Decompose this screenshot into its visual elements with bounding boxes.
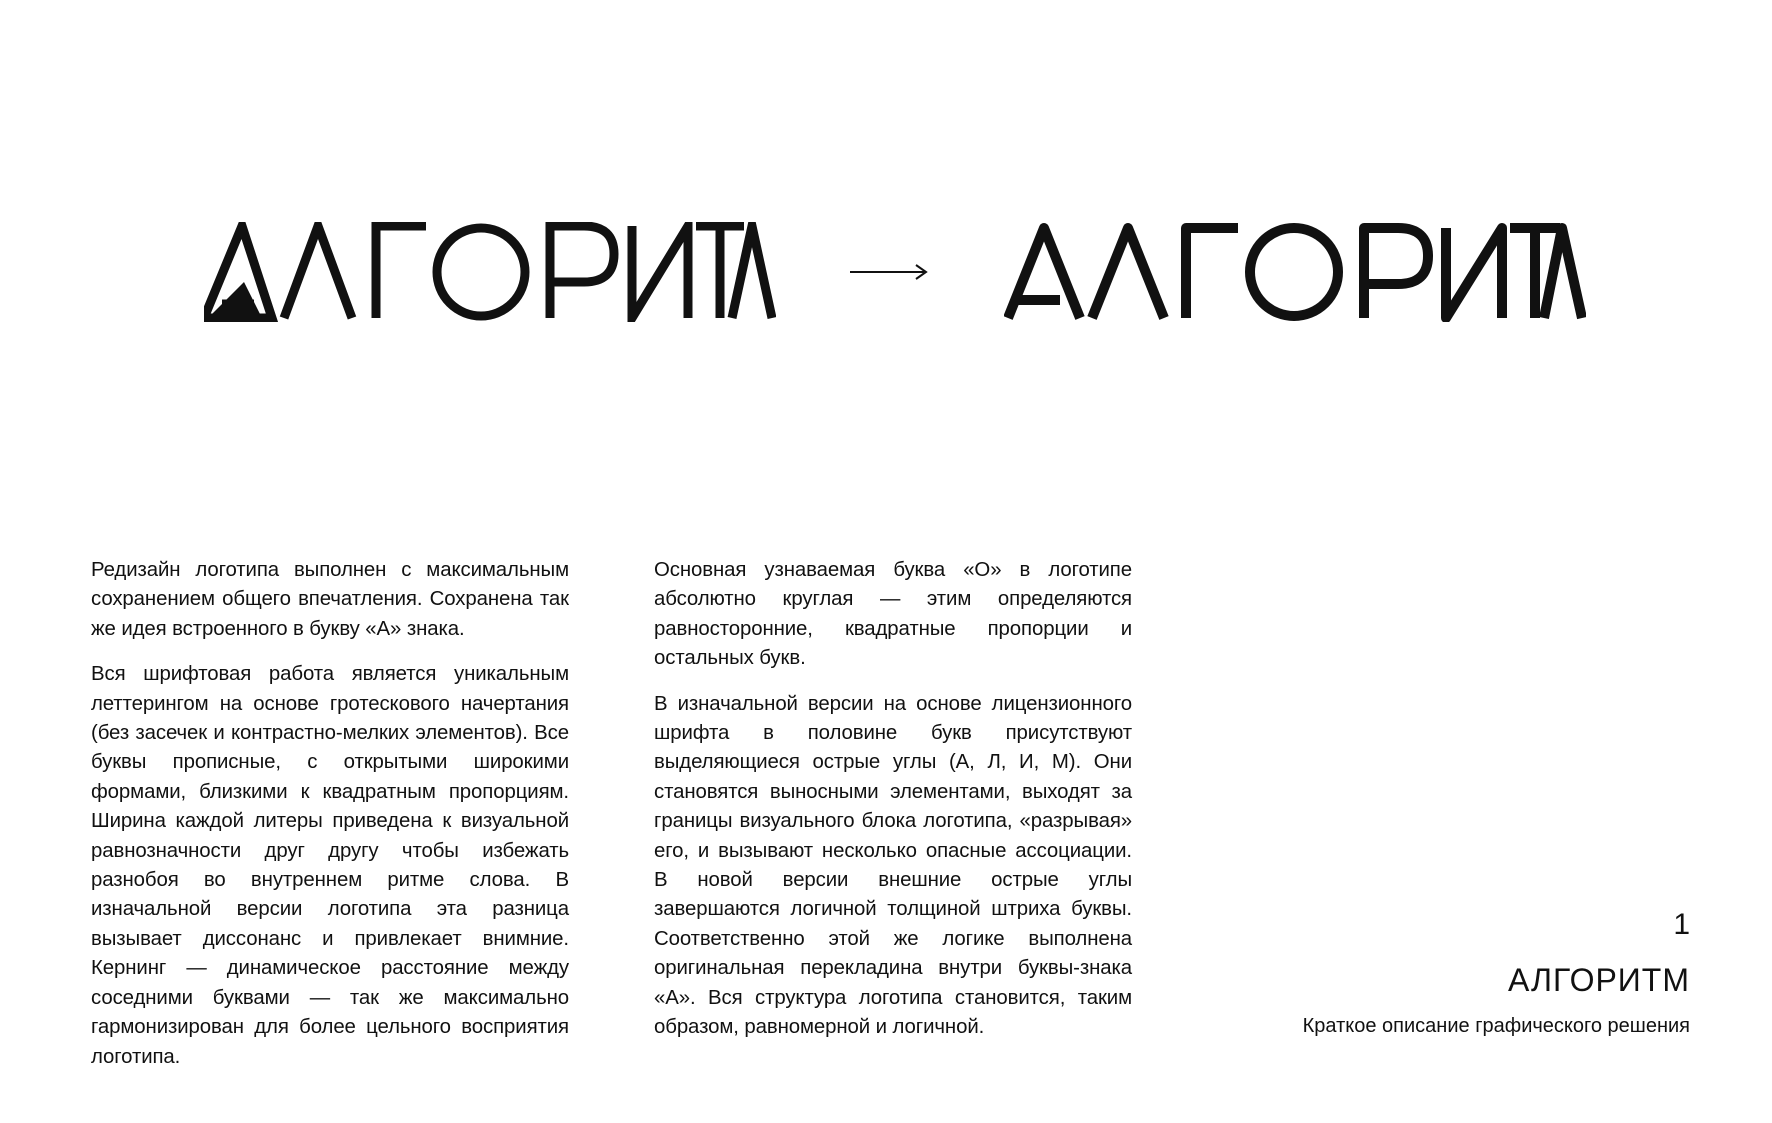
paragraph: Вся шрифтовая работа является уникальным леттерингом на основе гротескового начертания (без засечек и контрастно-мелких элементов). Все буквы прописные, с открытыми широкими формами, близкими к квадратным пропорциям. Ширина каждой литеры приведена к визуальной равнозначности друг другу чтобы избежать разнобоя во внутреннем ритме слова. В изначальной версии логотипа эта разница вызывает диссонанс и привлекает внимние. Кернинг — динамическое расстояние между соседними буквами — так же максимально гармонизирован для более цельного восприятия логотипа. bbox=[91, 663, 569, 1068]
text-column-left bbox=[91, 556, 569, 1088]
paragraph: В изначальной версии на основе лицензионного шрифта в половине букв присутствуют выделяющиеся острые углы (А, Л, И, М). Они становятся выносными элементами, выходят за границы визуального блока логотипа, «разрывая» его, и вызывают несколько опасные ассоциации. В новой версии внешние острые углы завершаются логичной толщиной штриха буквы. Соответственно этой же логике выполнена оригинальная перекладина внутри буквы-знака «А». Вся структура логотипа становится, таким образом, равномерной и логичной. bbox=[654, 692, 1132, 1039]
page-number: 1 bbox=[1673, 908, 1690, 941]
paragraph: Основная узнаваемая буква «О» в логотипе абсолютно круглая — этим определяются равносторонние, квадратные пропорции и остальных букв. bbox=[654, 559, 1132, 670]
document-subtitle: Краткое описание графического решения bbox=[1302, 1015, 1690, 1037]
logo-old bbox=[204, 222, 776, 322]
document-title: АЛГОРИТМ bbox=[1507, 962, 1690, 998]
paragraph: Редизайн логотипа выполнен с максимальным сохранением общего впечатления. Сохранена так же идея встроенного в букву «А» знака. bbox=[91, 559, 569, 640]
logo-new bbox=[1004, 222, 1586, 322]
text-column-middle bbox=[654, 556, 1132, 1059]
arrow-right-icon bbox=[850, 260, 930, 284]
